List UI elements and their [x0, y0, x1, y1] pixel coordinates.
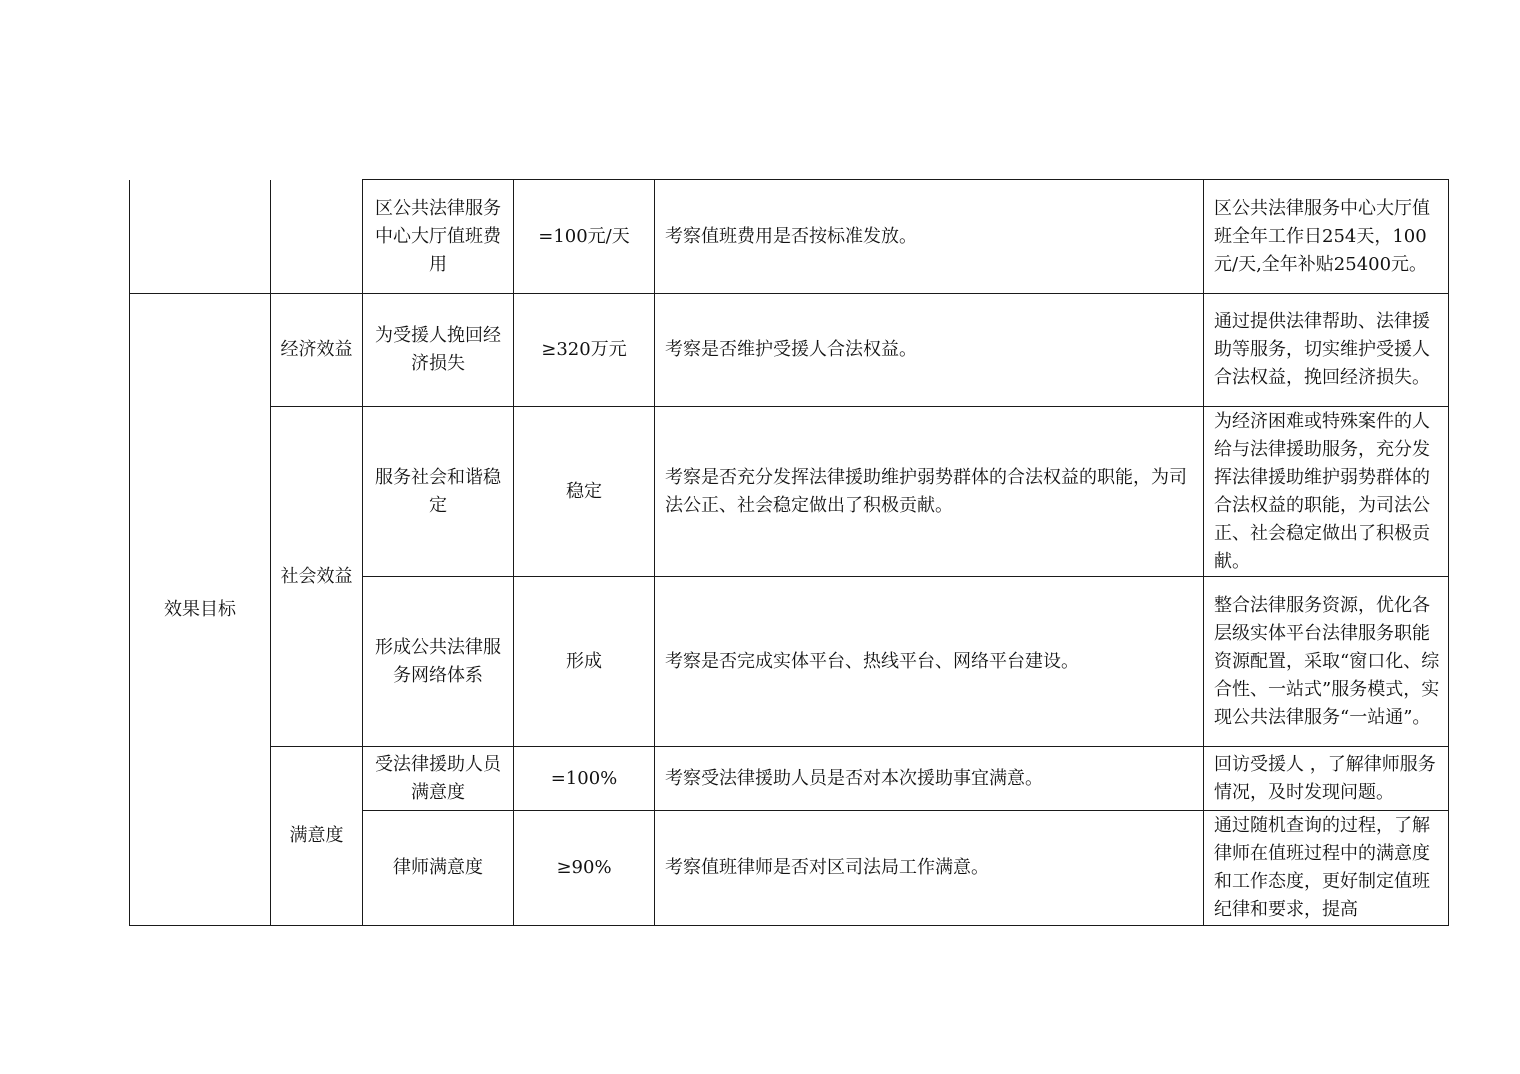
standard-cell [655, 407, 1204, 577]
value-cell [514, 180, 655, 294]
level2-text: 满意度 [289, 825, 344, 846]
note-text: 通过随机查询的过程，了解律师在值班过程中的满意度和工作态度，更好制定值班纪律和要求，提高 [1214, 815, 1430, 920]
indicator-cell [363, 180, 514, 294]
indicator-text: 服务社会和谐稳定 [375, 466, 501, 516]
table-row [130, 180, 1449, 294]
level2-cell-satisfaction [271, 747, 363, 926]
level1-text: 效果目标 [164, 598, 236, 620]
note-text: 为经济困难或特殊案件的人给与法律援助服务，充分发挥法律援助维护弱势群体的合法权益的职能，为司法公正、社会稳定做出了积极贡献。 [1214, 410, 1430, 572]
table-row [130, 407, 1449, 577]
level2-cell-economic [271, 294, 363, 407]
standard-cell [655, 747, 1204, 811]
level2-text: 社会效益 [280, 565, 353, 587]
standard-cell [655, 294, 1204, 407]
standard-cell [655, 180, 1204, 294]
note-text: 通过提供法律帮助、法律援助等服务，切实维护受援人合法权益，挽回经济损失。 [1214, 311, 1430, 388]
note-cell [1204, 577, 1449, 747]
note-cell [1204, 407, 1449, 577]
indicator-cell [363, 294, 514, 407]
note-cell [1204, 747, 1449, 811]
value-cell [514, 747, 655, 811]
indicator-cell [363, 747, 514, 811]
table-row [130, 294, 1449, 407]
performance-indicator-table [129, 179, 1449, 926]
note-cell [1204, 294, 1449, 407]
note-cell [1204, 811, 1449, 926]
level1-cell [130, 294, 271, 926]
note-text: 整合法律服务资源，优化各层级实体平台法律服务职能资源配置，采取“窗口化、综合性、一站式”服务模式，实现公共法律服务“一站通”。 [1214, 594, 1440, 728]
level2-cell-social [271, 407, 363, 747]
note-text: 回访受援人 ，了解律师服务情况，及时发现问题。 [1214, 753, 1436, 803]
indicator-cell [363, 407, 514, 577]
value-cell [514, 407, 655, 577]
note-text: 区公共法律服务中心大厅值班全年工作日254天，100元/天,全年补贴25400元。 [1214, 197, 1430, 275]
standard-cell [655, 577, 1204, 747]
indicator-text: 受法律援助人员满意度 [375, 753, 501, 803]
indicator-text: 律师满意度 [393, 857, 483, 878]
value-cell [514, 577, 655, 747]
value-cell [514, 294, 655, 407]
level1-cell-empty [130, 180, 271, 294]
level2-cell-empty [271, 180, 363, 294]
indicator-text: 区公共法律服务中心大厅值班费用 [375, 197, 501, 275]
value-text: =100% [550, 767, 618, 789]
value-text: 稳定 [566, 480, 602, 502]
level2-text: 经济效益 [280, 339, 353, 360]
value-text: =100元/天 [538, 225, 630, 247]
standard-text: 考察是否完成实体平台、热线平台、网络平台建设。 [665, 650, 1079, 672]
indicator-text: 形成公共法律服务网络体系 [375, 636, 501, 686]
standard-text: 考察是否维护受援人合法权益。 [665, 339, 917, 360]
standard-text: 考察是否充分发挥法律援助维护弱势群体的合法权益的职能，为司法公正、社会稳定做出了积极贡献。 [665, 466, 1187, 516]
note-cell [1204, 180, 1449, 294]
value-text: ≥90% [556, 857, 612, 878]
indicator-cell [363, 811, 514, 926]
indicator-cell [363, 577, 514, 747]
table-row [130, 747, 1449, 811]
value-text: ≥320万元 [541, 339, 627, 360]
standard-text: 考察值班费用是否按标准发放。 [665, 225, 917, 247]
indicator-text: 为受援人挽回经济损失 [375, 325, 501, 374]
standard-cell [655, 811, 1204, 926]
standard-text: 考察受法律援助人员是否对本次援助事宜满意。 [665, 767, 1043, 789]
value-cell [514, 811, 655, 926]
value-text: 形成 [566, 650, 602, 672]
standard-text: 考察值班律师是否对区司法局工作满意。 [665, 857, 989, 878]
